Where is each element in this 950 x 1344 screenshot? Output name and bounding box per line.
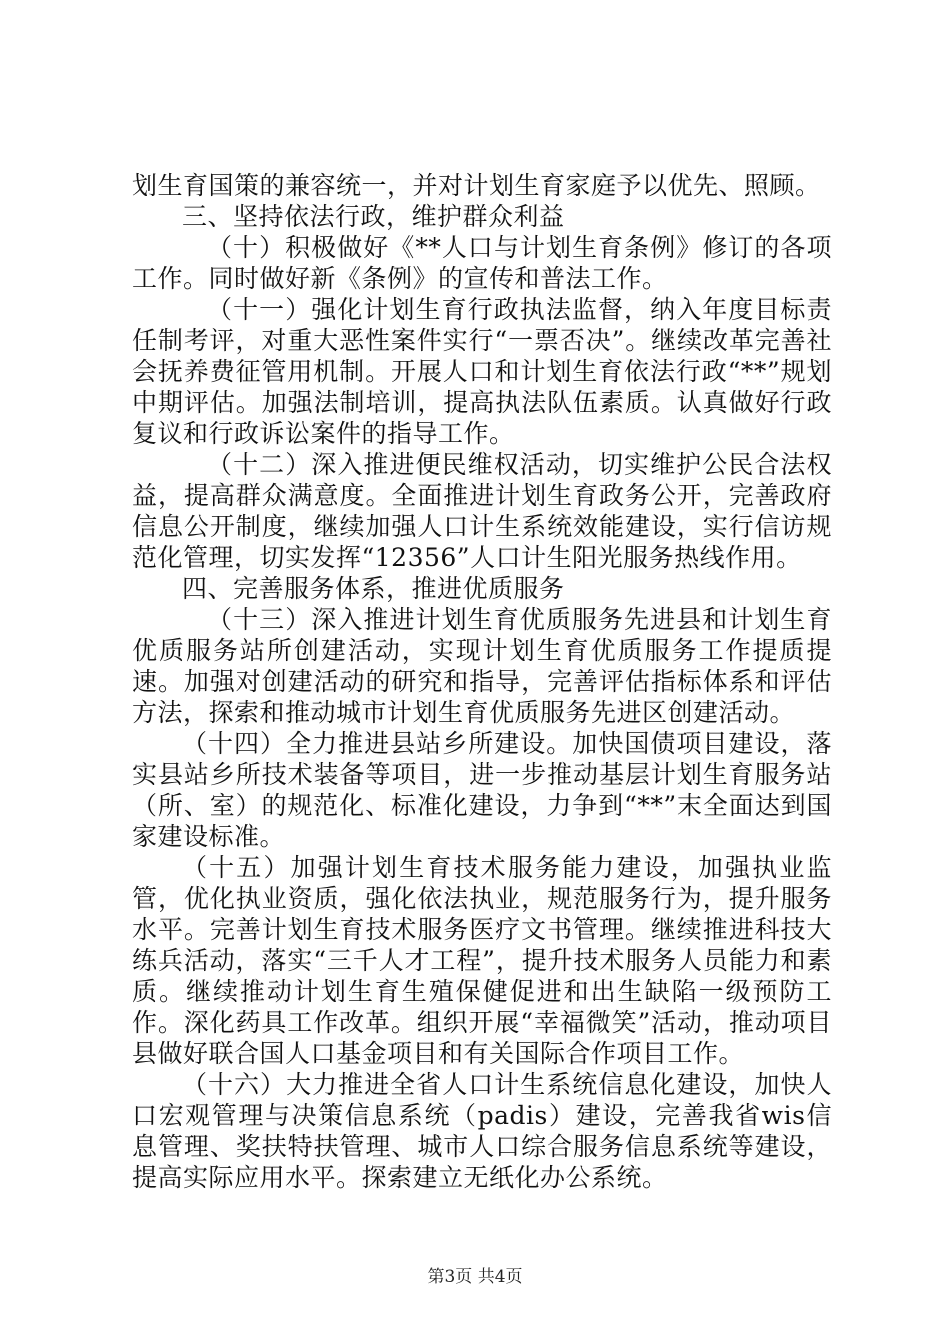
page-number-footer: 第3页 共4页 xyxy=(427,1267,523,1287)
paragraph-item-13: （十三）深入推进计划生育优质服务先进县和计划生育优质服务站所创建活动，实现计划生育优质服务工作提质提速。加强对创建活动的研究和指导，完善评估指标体系和评估方法，探索和推动城市计划生育优质服务先进区创建活动。 xyxy=(132,605,832,727)
section-heading-3: 三、坚持依法行政，维护群众利益 xyxy=(182,202,565,231)
paragraph-item-15: （十五）加强计划生育技术服务能力建设，加强执业监管，优化执业资质，强化依法执业，规范服务行为，提升服务水平。完善计划生育技术服务医疗文书管理。继续推进科技大练兵活动，落实“三千人才工程”，提升技术服务人员能力和素质。继续推动计划生育生殖保健促进和出生缺陷一级预防工作。深化药具工作改革。组织开展“幸福微笑”活动，推动项目县做好联合国人口基金项目和有关国际合作项目工作。 xyxy=(132,853,832,1068)
paragraph-item-12: （十二）深入推进便民维权活动，切实维护公民合法权益，提高群众满意度。全面推进计划生育政务公开，完善政府信息公开制度，继续加强人口计生系统效能建设，实行信访规范化管理，切实发挥“12356”人口计生阳光服务热线作用。 xyxy=(132,450,832,572)
paragraph-continuation: 划生育国策的兼容统一，并对计划生育家庭予以优先、照顾。 xyxy=(132,171,821,200)
section-heading-4: 四、完善服务体系，推进优质服务 xyxy=(182,574,565,603)
paragraph-item-11: （十一）强化计划生育行政执法监督，纳入年度目标责任制考评，对重大恶性案件实行“一票否决”。继续改革完善社会抚养费征管用机制。开展人口和计划生育依法行政“**”规划中期评估。加强法制培训，提高执法队伍素质。认真做好行政复议和行政诉讼案件的指导工作。 xyxy=(132,295,832,448)
paragraph-item-10: （十）积极做好《**人口与计划生育条例》修订的各项工作。同时做好新《条例》的宣传和普法工作。 xyxy=(132,233,832,293)
paragraph-item-14: （十四）全力推进县站乡所建设。加快国债项目建设，落实县站乡所技术装备等项目，进一步推动基层计划生育服务站（所、室）的规范化、标准化建设，力争到“**”末全面达到国家建设标准。 xyxy=(132,729,832,851)
document-body xyxy=(132,170,832,1193)
paragraph-item-16: （十六）大力推进全省人口计生系统信息化建设，加快人口宏观管理与决策信息系统（padis）建设，完善我省wis信息管理、奖扶特扶管理、城市人口综合服务信息系统等建设，提高实际应用水平。探索建立无纸化办公系统。 xyxy=(132,1070,832,1192)
